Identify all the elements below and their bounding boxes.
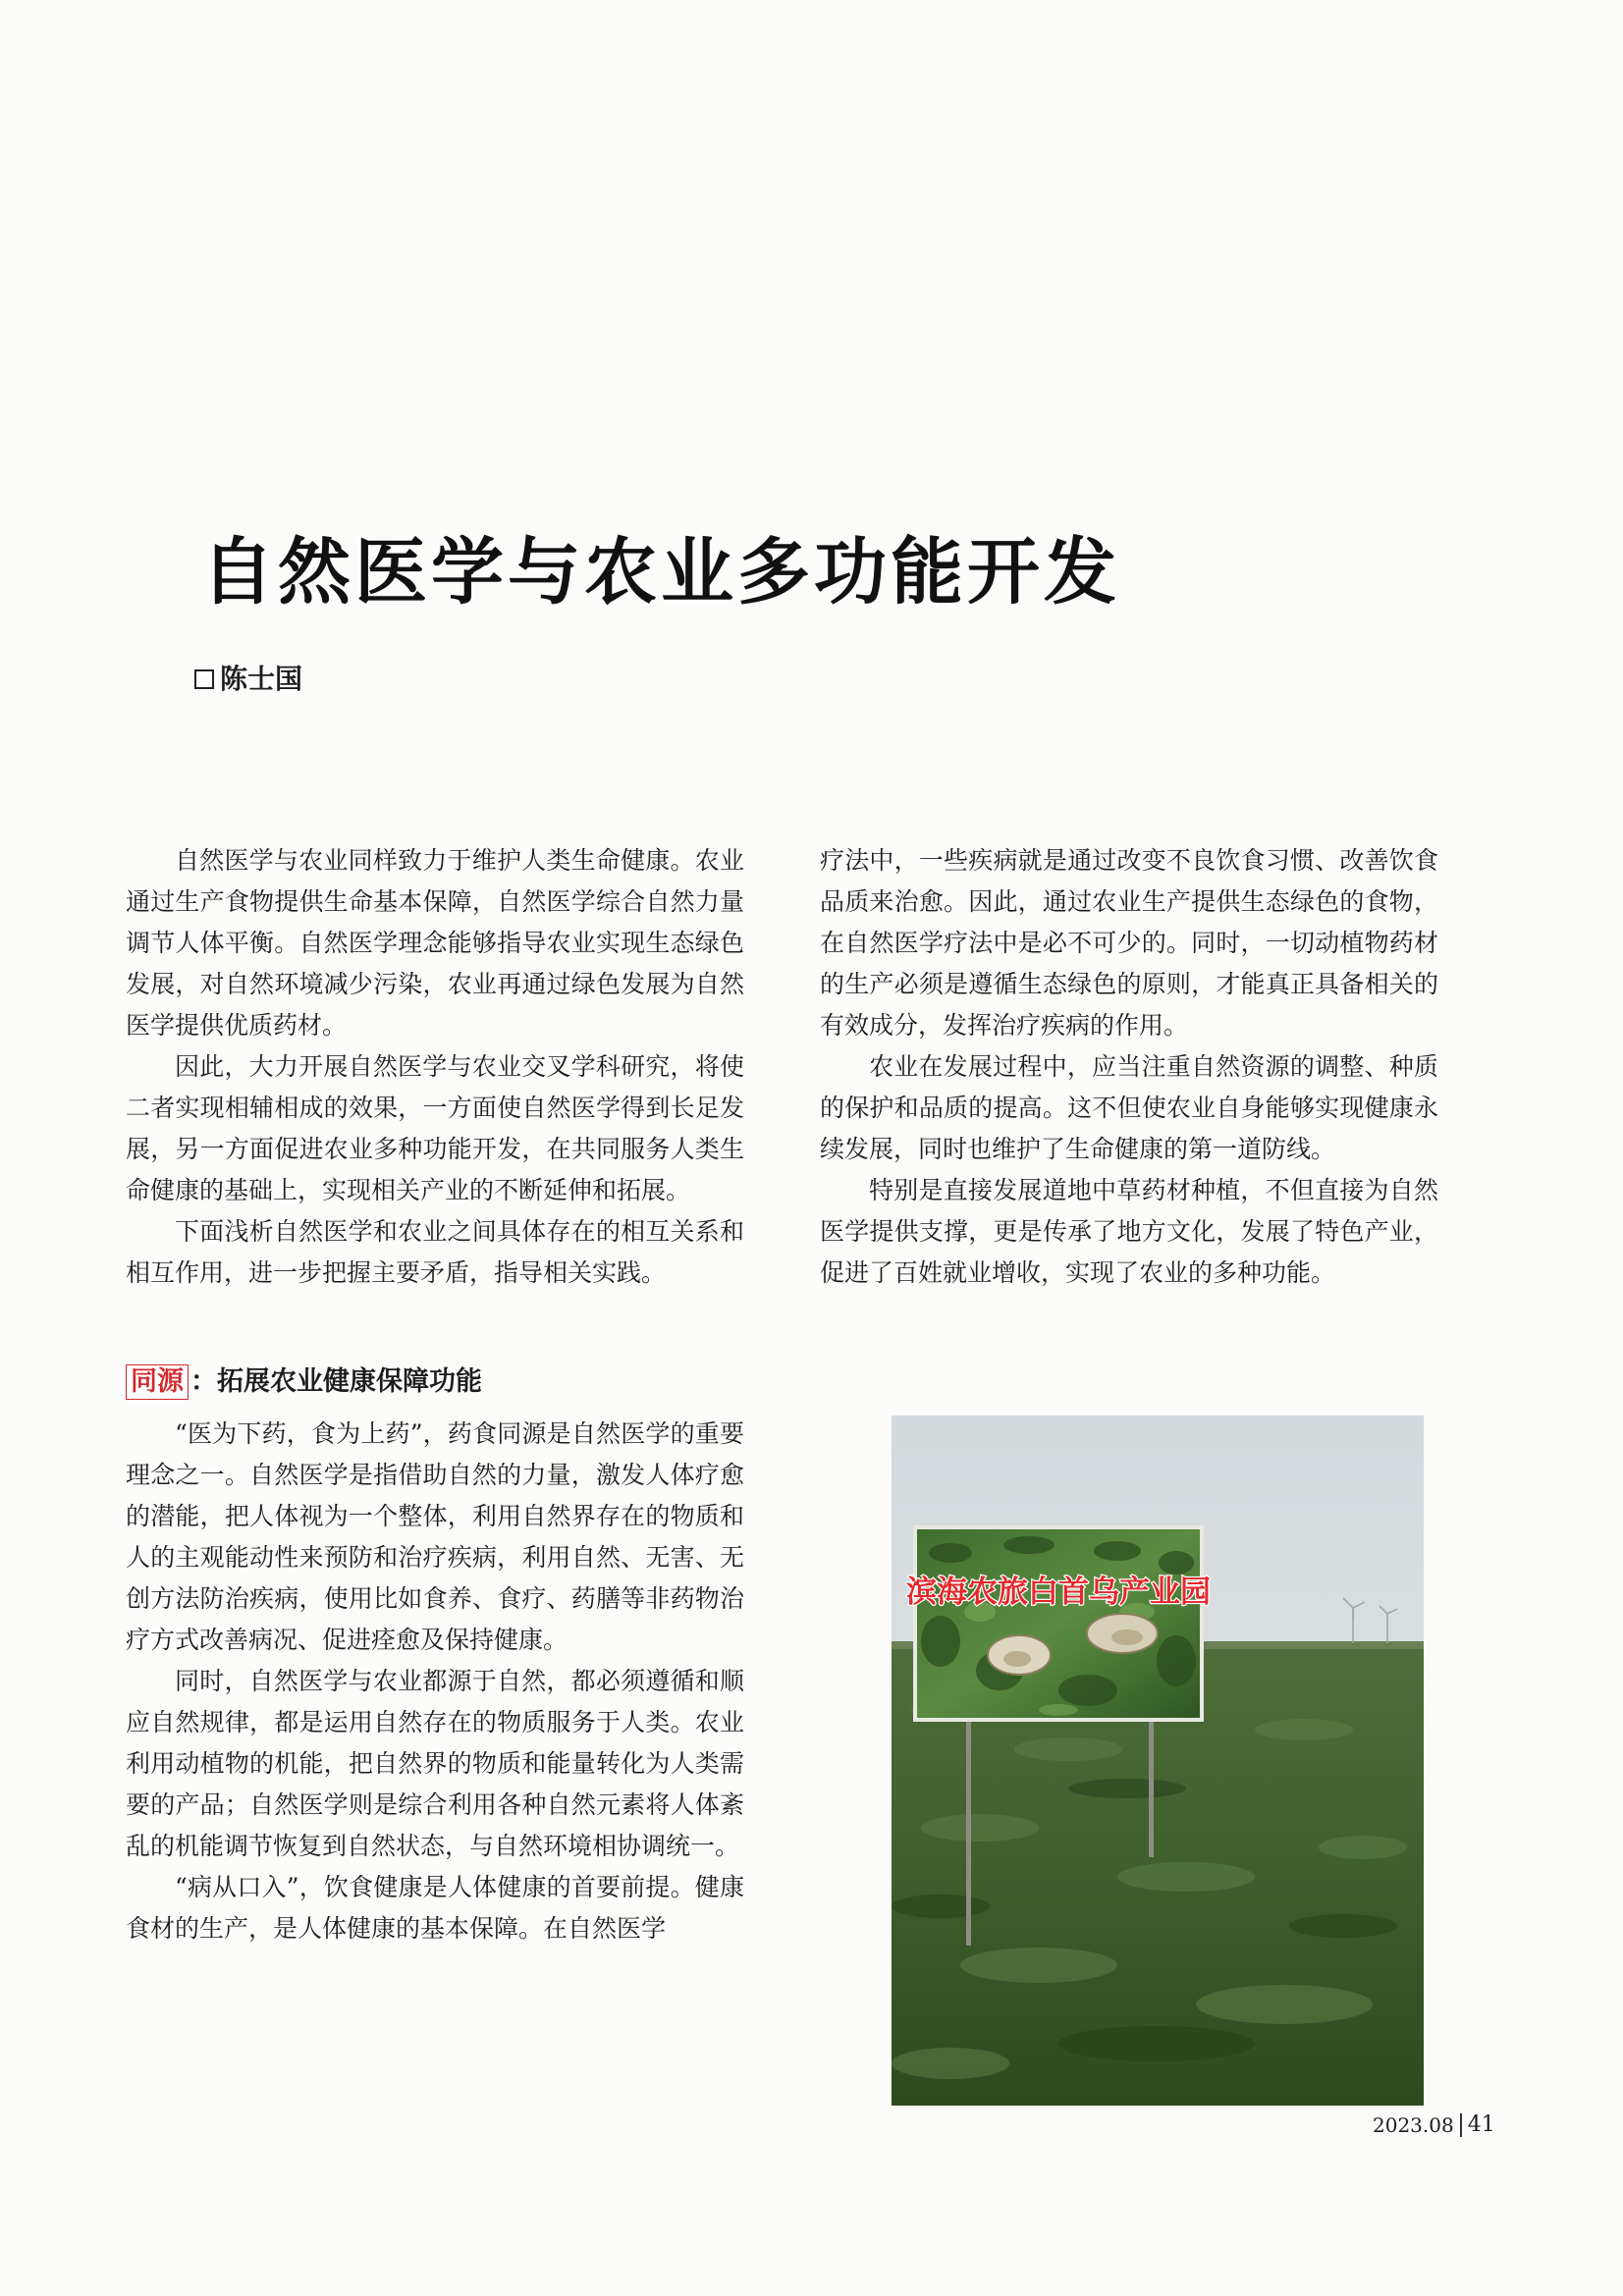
paragraph: 农业在发展过程中，应当注重自然资源的调整、种质的保护和品质的提高。这不但使农业自身能够实现健康永续发展，同时也维护了生命健康的第一道防线。 xyxy=(820,1052,1438,1163)
footer-divider xyxy=(1460,2113,1462,2137)
paragraph: “病从口入”，饮食健康是人体健康的首要前提。健康食材的生产，是人体健康的基本保障。在自然医学 xyxy=(126,1873,744,1943)
paragraph-continuation: 疗法中，一些疾病就是通过改变不良饮食习惯、改善饮食品质来治愈。因此，通过农业生产提供生态绿色的食物，在自然医学疗法中是必不可少的。同时，一切动植物药材的生产必须是遵循生态绿色的原则，才能真正具备相关的有效成分，发挥治疗疾病的作用。 xyxy=(820,846,1438,1040)
paragraph: 因此，大力开展自然医学与农业交叉学科研究，将使二者实现相辅相成的效果，一方面使自然医学得到长足发展，另一方面促进农业多种功能开发，在共同服务人类生命健康的基础上，实现相关产业的不断延伸和拓展。 xyxy=(126,1052,744,1204)
author-name: 陈士国 xyxy=(220,663,303,695)
left-column-body xyxy=(126,1414,744,1949)
section-title: 拓展农业健康保障功能 xyxy=(217,1366,482,1397)
section-colon: ： xyxy=(190,1366,217,1397)
page-footer xyxy=(1373,2110,1495,2140)
left-column-intro xyxy=(126,840,744,1294)
author-line xyxy=(194,660,302,699)
paragraph: 同时，自然医学与农业都源于自然，都必须遵循和顺应自然规律，都是运用自然存在的物质服务于人类。农业利用动植物的机能，把自然界的物质和能量转化为人类需要的产品；自然医学则是综合利用各种自然元素将人体紊乱的机能调节恢复到自然状态，与自然环境相协调统一。 xyxy=(126,1667,744,1860)
author-box-icon xyxy=(194,669,214,689)
paragraph: 特别是直接发展道地中草药材种植，不但直接为自然医学提供支撑，更是传承了地方文化，发展了特色产业，促进了百姓就业增收，实现了农业的多种功能。 xyxy=(820,1176,1438,1287)
section-tag: 同源 xyxy=(126,1364,189,1400)
paragraph: “医为下药，食为上药”，药食同源是自然医学的重要理念之一。自然医学是指借助自然的力量，激发人体疗愈的潜能，把人体视为一个整体，利用自然界存在的物质和人的主观能动性来预防和治疗疾病，利用自然、无害、无创方法防治疾病，使用比如食养、食疗、药膳等非药物治疗方式改善病况、促进痊愈及保持健康。 xyxy=(126,1419,744,1654)
paragraph: 自然医学与农业同样致力于维护人类生命健康。农业通过生产食物提供生命基本保障，自然医学综合自然力量调节人体平衡。自然医学理念能够指导农业实现生态绿色发展，对自然环境减少污染，农业再通过绿色发展为自然医学提供优质药材。 xyxy=(126,846,744,1040)
sign-text: 滨海农旅白首乌产业园 xyxy=(906,1575,1211,1610)
article-title: 自然医学与农业多功能开发 xyxy=(201,529,1120,614)
field-sign-illustration xyxy=(892,1415,1424,2106)
field-sign-photo xyxy=(892,1415,1424,2106)
section-heading xyxy=(126,1362,482,1402)
issue-date: 2023.08 xyxy=(1373,2113,1454,2137)
page-number: 41 xyxy=(1467,2112,1495,2137)
right-column xyxy=(820,840,1438,1294)
paragraph: 下面浅析自然医学和农业之间具体存在的相互关系和相互作用，进一步把握主要矛盾，指导相关实践。 xyxy=(126,1217,744,1287)
